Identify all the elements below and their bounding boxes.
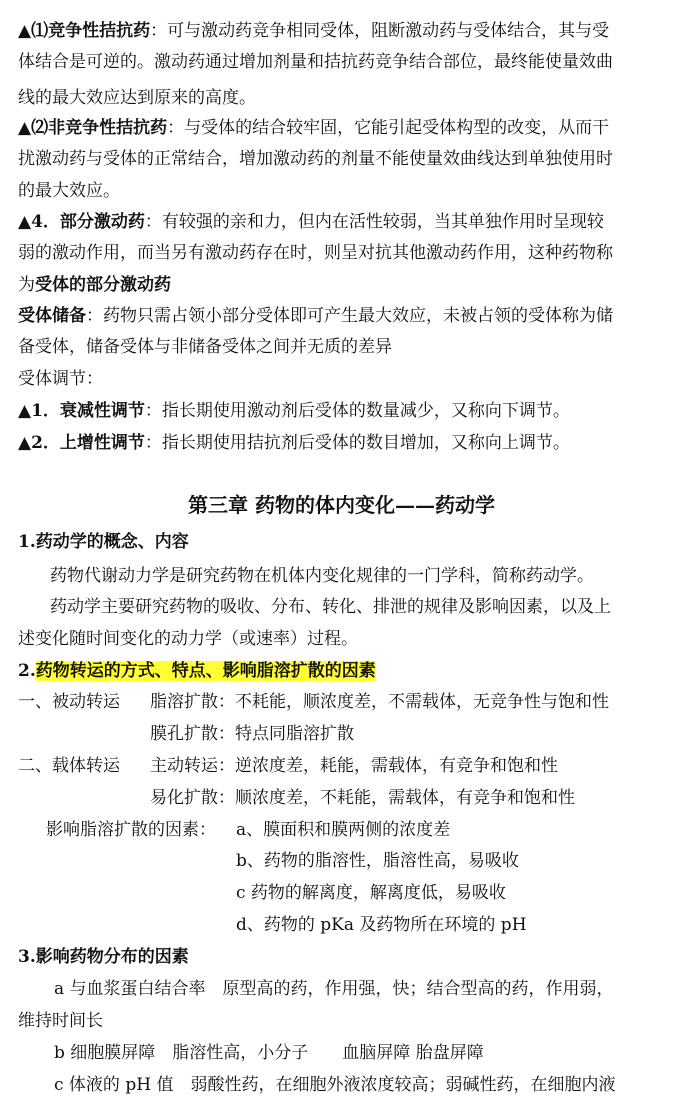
term-down-regulation: 衰减性调节	[59, 401, 145, 421]
text: ：指长期使用拮抗剂后受体的数目增加，又称向上调节。	[144, 433, 570, 453]
section-1-heading: 1.药动学的概念、内容	[18, 532, 189, 552]
term-receptor-partial-agonist: 受体的部分激动药	[35, 275, 171, 295]
factor-c: c 药物的解离度，解离度低，易吸收	[236, 883, 506, 903]
facilitated-diffusion-text: 易化扩散：顺浓度差，不耗能，需载体，有竞争和饱和性	[150, 788, 575, 808]
text: ：指长期使用激动剂后受体的数量减少，又称向下调节。	[144, 401, 570, 421]
term-competitive-antagonist: 竞争性拮抗药	[48, 21, 151, 41]
text: 为	[18, 275, 35, 295]
section-2-heading	[18, 660, 376, 682]
noncompetitive-antagonist-line-1	[18, 117, 609, 139]
competitive-antagonist-line-1	[18, 20, 609, 42]
competitive-antagonist-line-2: 体结合是可逆的。激动药通过增加剂量和拮抗药竞争结合部位，最终能使量效曲	[18, 52, 613, 72]
active-transport-text: 主动转运：逆浓度差，耗能，需载体，有竞争和饱和性	[150, 756, 558, 776]
term-receptor-reserve: 受体储备	[18, 306, 86, 326]
text: ：药物只需占领小部分受体即可产生最大效应，未被占领的受体称为储	[86, 306, 613, 326]
noncompetitive-antagonist-line-3: 的最大效应。	[18, 181, 120, 201]
distribution-factor-b: b 细胞膜屏障 脂溶性高，小分子 血脑屏障 胎盘屏障	[54, 1043, 484, 1063]
heading-number: 2.	[18, 661, 36, 681]
section-1-para-1: 药物代谢动力学是研究药物在机体内变化规律的一门学科，简称药动学。	[50, 566, 594, 586]
text: ：有较强的亲和力，但内在活性较弱，当其单独作用时呈现较	[144, 212, 604, 232]
passive-transport-label: 一、被动转运	[18, 692, 120, 712]
factor-d: d、药物的 pKa 及药物所在环境的 pH	[236, 915, 527, 935]
section-1-para-2-line-1: 药动学主要研究药物的吸收、分布、转化、排泄的规律及影响因素，以及上	[50, 597, 611, 617]
marker: ▲1．	[18, 401, 60, 421]
term-partial-agonist: 部分激动药	[59, 212, 145, 232]
term-noncompetitive-antagonist: 非竞争性拮抗药	[48, 118, 168, 138]
lipid-diffusion-text: 脂溶扩散：不耗能，顺浓度差，不需载体，无竞争性与饱和性	[150, 692, 609, 712]
noncompetitive-antagonist-line-2: 扰激动药与受体的正常结合，增加激动药的剂量不能使量效曲线达到单独使用时	[18, 149, 613, 169]
lipid-diffusion-factors-label: 影响脂溶扩散的因素：	[46, 820, 216, 840]
term-up-regulation: 上增性调节	[59, 433, 145, 453]
marker: ▲⑵	[18, 118, 49, 138]
receptor-regulation-label: 受体调节：	[18, 369, 103, 389]
receptor-reserve-line-2: 备受体，储备受体与非储备受体之间并无质的差异	[18, 337, 392, 357]
text: ：与受体的结合较牢固，它能引起受体构型的改变，从而干	[167, 118, 610, 138]
marker: ▲2．	[18, 433, 60, 453]
partial-agonist-line-1	[18, 211, 604, 233]
receptor-reserve-line-1	[18, 305, 613, 327]
carrier-transport-label: 二、载体转运	[18, 756, 120, 776]
factor-b: b、药物的脂溶性，脂溶性高，易吸收	[236, 851, 519, 871]
text: ：可与激动药竞争相同受体，阻断激动药与受体结合，其与受	[150, 21, 610, 41]
section-1-para-2-line-2: 述变化随时间变化的动力学（或速率）过程。	[18, 629, 358, 649]
highlighted-heading: 药物转运的方式、特点、影响脂溶扩散的因素	[35, 661, 376, 681]
membrane-pore-diffusion-text: 膜孔扩散：特点同脂溶扩散	[150, 724, 354, 744]
partial-agonist-line-2: 弱的激动作用，而当另有激动药存在时，则呈对抗其他激动药作用，这种药物称	[18, 243, 613, 263]
distribution-factor-a-line-1: a 与血浆蛋白结合率 原型高的药，作用强，快；结合型高的药，作用弱，	[54, 979, 614, 999]
distribution-factor-a-line-2: 维持时间长	[18, 1011, 103, 1031]
factor-a: a、膜面积和膜两侧的浓度差	[236, 820, 451, 840]
competitive-antagonist-line-3: 线的最大效应达到原来的高度。	[18, 88, 256, 108]
section-3-heading: 3.影响药物分布的因素	[18, 947, 189, 967]
up-regulation-line	[18, 432, 570, 454]
chapter-title: 第三章 药物的体内变化——药动学	[188, 493, 495, 517]
marker: ▲⑴	[18, 21, 49, 41]
partial-agonist-line-3	[18, 274, 171, 296]
distribution-factor-c: c 体液的 pH 值 弱酸性药，在细胞外液浓度较高；弱碱性药，在细胞内液	[54, 1075, 616, 1095]
down-regulation-line	[18, 400, 570, 422]
marker: ▲4．	[18, 212, 60, 232]
